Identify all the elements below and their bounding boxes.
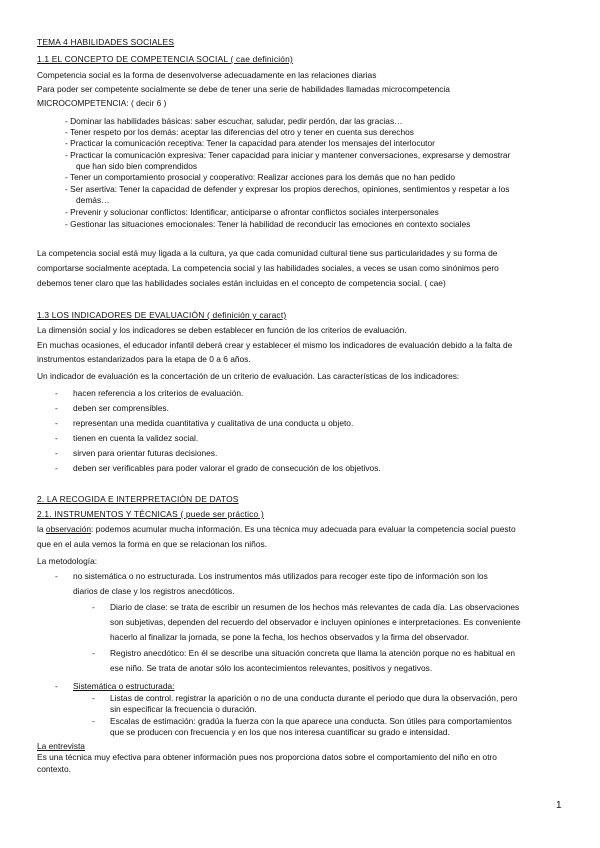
escalas-de-estimacion: que se producen con frecuencia y en los que nos interesa cuantificar su grado e intensidad. xyxy=(110,727,450,737)
paragraph-line: La competencia social está muy ligada a la cultura, ya que cada comunidad cultural tiene sus particularidades y su forma de xyxy=(37,248,498,258)
bullet-dash: - xyxy=(92,693,95,703)
diario-de-clase: hacerlo al finalizar la jornada, se pone la fecha, los hechos observados y la firma del observador. xyxy=(110,632,469,642)
list-item: - Ser asertiva: Tener la capacidad de defender y expresar los propios derechos, opiniones, sentimientos y respetar a los xyxy=(65,184,510,194)
list-item: - Tener un comportamiento prosocial y cooperativo: Realizar acciones para los demás que no han pedido xyxy=(65,172,455,182)
list-item: - Prevenir y solucionar conflictos: Identificar, anticiparse o afrontar conflictos sociales interpersonales xyxy=(65,207,439,217)
entrevista-heading: La entrevista xyxy=(37,741,85,751)
indicator-item: deben ser verificables para poder valorar el grado de consecución de los objetivos. xyxy=(73,463,381,473)
list-item: - Gestionar las situaciones emocionales: Tener la habilidad de reconducir las emociones en contexto sociales xyxy=(65,219,471,229)
bullet-dash: - xyxy=(55,681,58,691)
list-item: - Tener respeto por los demás: aceptar las diferencias del otro y tener en cuenta sus derechos xyxy=(65,127,414,137)
escalas-de-estimacion: Escalas de estimación: gradúa la fuerza con la que aparece una conducta. Son útiles para comportamientos xyxy=(110,716,512,726)
list-item-continuation: diarios de clase y los registros anecdóticos. xyxy=(73,586,235,596)
indicator-item: tienen en cuenta la validez social. xyxy=(73,433,199,443)
bullet-dash: - xyxy=(92,602,95,612)
registro-anecdotico: Registro anecdótico: En él se describe una situación concreta que llama la atención porque no es habitual en xyxy=(110,648,516,658)
paragraph: Competencia social es la forma de desenvolverse adecuadamente en las relaciones diarias xyxy=(37,70,377,80)
paragraph-line: instrumentos estandarizados para la etapa de 0 a 6 años. xyxy=(37,354,251,364)
paragraph-line: comportarse socialmente aceptada. La competencia social y las habilidades sociales, a veces se usan como sinónimos pero xyxy=(37,263,499,273)
bullet-dash: - xyxy=(55,448,58,458)
paragraph-line: debemos tener claro que las habilidades sociales están incluidas en el concepto de competencia social. ( cae) xyxy=(37,278,446,288)
sistematica-label: Sistemática o estructurada: xyxy=(73,681,175,691)
indicator-item: hacen referencia a los criterios de evaluación. xyxy=(73,388,244,398)
paragraph-line: Es una técnica muy efectiva para obtener información pues nos proporciona datos sobre el comportamiento del niño en otro xyxy=(37,752,497,762)
page-number: 1 xyxy=(556,800,562,811)
bullet-dash: - xyxy=(55,388,58,398)
section-1-1-heading: 1.1 EL CONCEPTO DE COMPETENCIA SOCIAL ( cae definición) xyxy=(37,54,293,64)
diario-de-clase: son subjetivas, dependen del recuerdo del observador e incluyen opiniones e interpretaciones. Es conveniente xyxy=(110,617,521,627)
list-item: - Practicar la comunicación expresiva: Tener capacidad para iniciar y mantener conversaciones, expresarse y demostrar xyxy=(65,150,511,160)
paragraph-line: contexto. xyxy=(37,764,71,774)
list-item: no sistemática o no estructurada. Los instrumentos más utilizados para recoger este tipo de información son los xyxy=(73,571,488,581)
bullet-dash: - xyxy=(92,648,95,658)
text: : podemos acumular mucha información. Es una técnica muy adecuada para evaluar la competencia social puesto xyxy=(91,524,516,534)
section-2-heading: 2. LA RECOGIDA E INTERPRETACIÓN DE DATOS xyxy=(37,494,239,504)
list-item: - Practicar la comunicación receptiva: Tener la capacidad para atender los mensajes del interlocutor xyxy=(65,138,435,148)
indicator-item: sirven para orientar futuras decisiones. xyxy=(73,448,218,458)
registro-anecdotico: ese niño. Se trata de anotar sólo los acontecimientos relevantes, positivos y negativos. xyxy=(110,663,433,673)
observacion-term: observación xyxy=(45,524,92,534)
paragraph-line: que en el aula vemos la forma en que se relacionan los niños. xyxy=(37,539,267,549)
bullet-dash: - xyxy=(55,433,58,443)
observacion-line xyxy=(37,524,516,535)
bullet-dash: - xyxy=(55,403,58,413)
list-item: - Dominar las habilidades básicas: saber escuchar, saludar, pedir perdón, dar las gracias… xyxy=(65,116,403,126)
listas-de-control: sin especificar la frecuencia o duración. xyxy=(110,704,257,714)
section-2-1-heading: 2.1. INSTRUMENTOS Y TÉCNICAS ( puede ser práctico ) xyxy=(37,509,264,519)
metodologia-label: La metodología: xyxy=(37,556,98,566)
text: la xyxy=(37,524,46,534)
bullet-dash: - xyxy=(55,571,58,581)
document-title: TEMA 4 HABILIDADES SOCIALES xyxy=(37,37,175,47)
bullet-dash: - xyxy=(55,463,58,473)
list-item-continuation: demás… xyxy=(76,195,110,205)
paragraph: La dimensión social y los indicadores se deben establecer en función de los criterios de evaluación. xyxy=(37,325,407,335)
bullet-dash: - xyxy=(92,716,95,726)
indicator-item: representan una medida cuantitativa y cualitativa de una conducta u objeto. xyxy=(73,418,354,428)
listas-de-control: Listas de control. registrar la aparición o no de una conducta durante el periodo que dura la observación, pero xyxy=(110,693,518,703)
microcompetencia-label: MICROCOMPETENCIA: ( decir 6 ) xyxy=(37,98,167,108)
bullet-dash: - xyxy=(55,418,58,428)
diario-de-clase: Diario de clase: se trata de escribir un resumen de los hechos más relevantes de cada día. Las observaciones xyxy=(110,602,520,612)
paragraph: Un indicador de evaluación es la concertación de un criterio de evaluación. Las características de los indicadores: xyxy=(37,371,460,381)
paragraph: Para poder ser competente socialmente se debe de tener una serie de habilidades llamadas microcompetencia xyxy=(37,84,450,94)
paragraph-line: En muchas ocasiones, el educador infantil deberá crear y establecer el mismo los indicadores de evaluación debido a la falta de xyxy=(37,340,513,350)
list-item-continuation: que han sido bien comprendidos xyxy=(76,161,198,171)
indicator-item: deben ser comprensibles. xyxy=(73,403,169,413)
section-1-3-heading: 1.3 LOS INDICADORES DE EVALUACIÓN ( definición y caract) xyxy=(37,310,287,320)
